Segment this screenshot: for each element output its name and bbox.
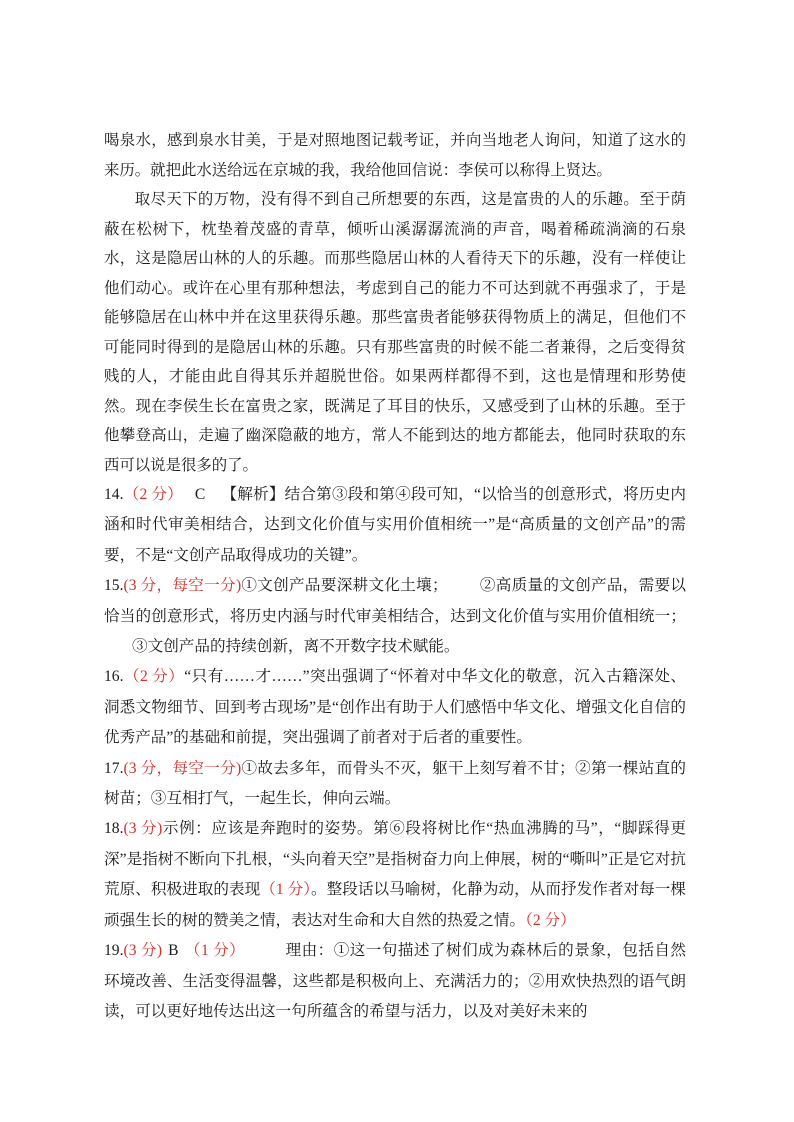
answer-text: 理由：①这一句描述了树们成为森林后的景象，包括自然环境改善、生活变得温馨，这些都是积极向上、充满活力的；②用欢快热烈的语气朗读，可以更好地传达出这一句所蕴含的希望与活力，以及对美好未来的	[104, 942, 686, 1020]
score-label: （2 分）	[123, 668, 185, 686]
question-number: 19.	[104, 942, 124, 960]
question-number: 17.	[104, 759, 124, 777]
answer-part-1: ①文创产品要深耕文化土壤；	[241, 577, 448, 595]
translation-text-2: 取尽天下的万物，没有得不到自己所想要的东西，这是富贵的人的乐趣。至于荫蔽在松树下，枕垫着茂盛的青草，倾听山溪潺潺流淌的声音，喝着稀疏淌滴的石泉水，这是隐居山林的人的乐趣。而那些隐居山林的人看待天下的乐趣，没有一样使让他们动心。或许在心里有那种想法，考虑到自己的能力不可达到就不再强求了，于是能够隐居在山林中并在这里获得乐趣。那些富贵者能够获得物质上的满足，但他们不可能同时得到的是隐居山林的乐趣。只有那些富贵的时候不能二者兼得，之后变得贫贱的人，才能由此自得其乐并超脱世俗。如果两样都得不到，这也是情理和形势使然。现在李侯生长在富贵之家，既满足了耳目的快乐，又感受到了山林的乐趣。至于他攀登高山，走遍了幽深隐蔽的地方，常人不能到达的地方都能去，他同时获取的东西可以说是很多的了。	[104, 190, 686, 474]
score-label: (3 分)	[123, 820, 163, 838]
question-number: 16.	[104, 668, 124, 686]
answer-19	[104, 936, 686, 1027]
answer-14	[104, 480, 686, 571]
question-number: 15.	[104, 577, 124, 595]
answer-17	[104, 754, 686, 815]
answer-option: B	[168, 942, 179, 960]
question-number: 18.	[104, 820, 124, 838]
translation-paragraph-1	[104, 126, 686, 185]
answer-text-1: 示例：应该是奔跑时的姿势。第⑥段将树比作“热血沸腾的马”，“脚踩得更深”是指树不断向下扎根，“头向着天空”是指树奋力向上伸展，树的“嘶叫”正是它对抗荒原、积极进取的表现	[104, 820, 686, 899]
translation-paragraph-2	[104, 185, 686, 480]
answer-16	[104, 662, 686, 753]
translation-text-1: 喝泉水，感到泉水甘美，于是对照地图记载考证，并向当地老人询问，知道了这水的来历。就把此水送给远在京城的我，我给他回信说：李侯可以称得上贤达。	[104, 131, 686, 179]
answer-15	[104, 571, 686, 662]
option-score-label: （1 分）	[184, 942, 246, 960]
answer-text: “只有……才……”突出强调了“怀着对中华文化的敬意，沉入古籍深处、洞悉文物细节、回到考古现场”是“创作出有助于人们感悟中华文化、增强文化自信的优秀产品”的基础和前提，突出强调了前者对于后者的重要性。	[104, 668, 686, 747]
answer-part-2: ②高质量的文创产品，需要以恰当的创意形式，将历史内涵与时代审美相结合，达到文化价值与实用价值相统一；	[104, 577, 686, 625]
score-label: (3 分)	[123, 942, 163, 960]
score-label: (3 分，每空一分)	[123, 577, 242, 595]
analysis-label: 【解析】	[221, 486, 285, 503]
answer-text: 结合第③段和第④段可知，“以恰当的创意形式，将历史内涵和时代审美相结合，达到文化价值与实用价值相统一”是“高质量的文创产品”的需要，不是“文创产品取得成功的关键”。	[104, 486, 686, 564]
answer-option: C	[194, 486, 206, 503]
inline-score-label: （1 分）	[260, 881, 312, 899]
question-number: 14.	[104, 486, 124, 503]
end-score-label: （2 分）	[525, 911, 576, 929]
answer-text-2: 。整段话以马喻树，化静为动，从而抒发作者对每一棵顽强生长的树的赞美之情，表达对生命和大自然的热爱之情。	[104, 881, 686, 929]
answer-text: ①故去多年，而骨头不灭，躯干上刻写着不甘；②第一棵站直的树苗；③互相打气，一起生长，伸向云端。	[104, 759, 686, 808]
answer-part-3: ③文创产品的持续创新，离不开数字技术赋能。	[132, 638, 460, 656]
document-page	[104, 126, 686, 1027]
score-label: （2 分）	[123, 486, 183, 503]
answer-18	[104, 814, 686, 936]
score-label: (3 分，每空一分)	[123, 759, 242, 777]
